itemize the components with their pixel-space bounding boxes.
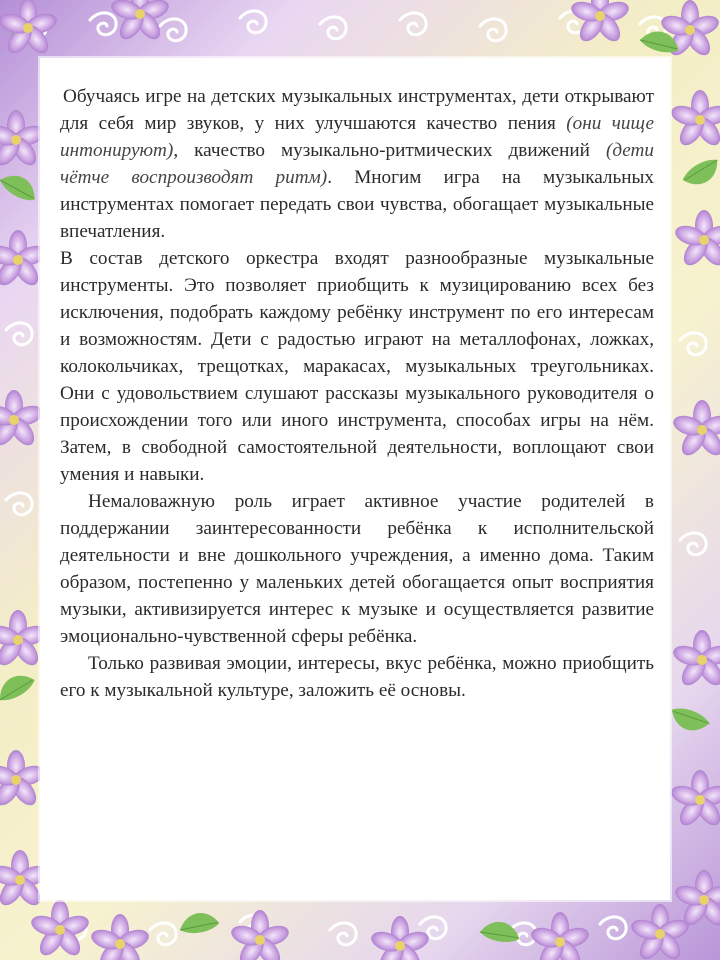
top-border-ornament — [0, 0, 720, 60]
paragraph-2: В состав детского оркестра входят разнообразные музыкальные инструменты. Это позволяет приобщить к музицированию всех без исключения, подобрать каждому ребёнку инструмент по его интересам и возможностям. Дети с радостью играют на металлофонах, ложках, колокольчиках, трещотках, маракасах, музыкальных треугольниках. Они с удовольствием слушают рассказы музыкального руководителя о происхождении того или иного инструмента, способах игры на нём. Затем, в свободной самостоятельной деятельности, воплощают свои умения и навыки. — [60, 248, 654, 485]
document-body — [60, 83, 654, 704]
paragraph-1-text-b: , качество музыкально-ритмических движений — [173, 140, 606, 161]
paragraph-1-text-a: Обучаясь игре на детских музыкальных инструментах, дети открывают для себя мир звуков, у них улучшаются качество пения — [60, 86, 654, 134]
paragraph-1-italic-note-1: (они чище интонируют) — [60, 113, 655, 161]
paragraph-4: Только развивая эмоции, интересы, вкус ребёнка, можно приобщить его к музыкальной культуре, заложить её основы. — [60, 653, 654, 701]
paragraph-1 — [60, 83, 654, 245]
paragraph-1-italic-note-2: (дети чётче воспроизводят ритм) — [60, 140, 654, 188]
paragraph-1-text-c: . Многим игра на музыкальных инструментах помогает передать свои чувства, обогащает музыкальные впечатления. — [60, 167, 654, 242]
paragraph-3: Немаловажную роль играет активное участие родителей в поддержании заинтересованности ребёнка к исполнительской деятельности и вне дошкольного учреждения, а именно дома. Таким образом, постепенно у маленьких детей обогащается опыт восприятия музыки, активизируется интерес к музыке и осуществляется развитие эмоционально-чувственной сферы ребёнка. — [60, 491, 654, 647]
right-border-ornament — [667, 90, 720, 930]
bottom-border-ornament — [29, 900, 692, 960]
